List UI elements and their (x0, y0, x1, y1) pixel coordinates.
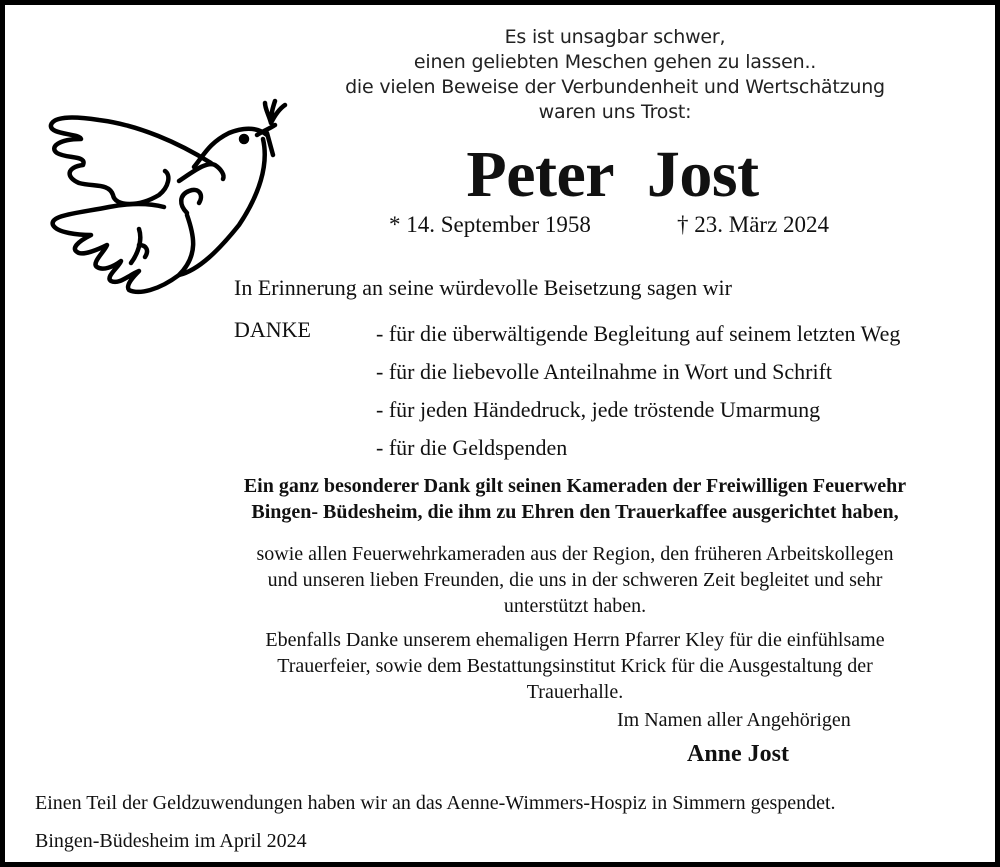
paragraph-line: Trauerhalle. (526, 681, 624, 703)
danke-item: - für die Geldspenden (376, 435, 568, 460)
danke-label: DANKE (234, 317, 311, 342)
intro-line: Es ist unsagbar schwer, (504, 26, 726, 48)
dove-with-olive-branch-icon (39, 95, 289, 300)
intro-verse (285, 25, 945, 125)
lead-text: In Erinnerung an seine würdevolle Beisetzung sagen wir (234, 275, 732, 300)
donation-note: Einen Teil der Geldzuwendungen haben wir an das Aenne-Wimmers-Hospiz in Simmern gespendet. (35, 792, 836, 814)
special-thanks-line: Bingen- Büdesheim, die ihm zu Ehren den Trauerkaffee ausgerichtet haben, (251, 501, 899, 523)
closing-line: Im Namen aller Angehörigen (617, 709, 851, 731)
paragraph-line: Trauerfeier, sowie dem Bestattungsinstitut Krick für die Ausgestaltung der (277, 655, 873, 677)
danke-item: - für die liebevolle Anteilnahme in Wort und Schrift (376, 359, 833, 384)
intro-line: die vielen Beweise der Verbundenheit und Wertschätzung (345, 76, 885, 98)
special-thanks-bold (185, 473, 965, 525)
signer-name: Anne Jost (687, 741, 790, 767)
paragraph-line: sowie allen Feuerwehrkameraden aus der Region, den früheren Arbeitskollegen (256, 543, 894, 565)
birth-date: * 14. September 1958 (389, 212, 591, 237)
further-thanks-paragraph (185, 627, 965, 705)
death-date: † 23. März 2024 (677, 212, 830, 237)
paragraph-line: und unseren lieben Freunden, die uns in der schweren Zeit begleitet und sehr (267, 569, 883, 591)
danke-item: - für die überwältigende Begleitung auf seinem letzten Weg (376, 321, 901, 346)
intro-line: einen geliebten Meschen gehen zu lassen.. (413, 51, 817, 73)
intro-line: waren uns Trost: (538, 101, 692, 123)
deceased-name: Peter Jost (466, 138, 759, 211)
paragraph-line: unterstützt haben. (503, 595, 647, 617)
special-thanks-paragraph (185, 541, 965, 619)
paragraph-line: Ebenfalls Danke unserem ehemaligen Herrn Pfarrer Kley für die einfühlsame (265, 629, 885, 651)
danke-item: - für jeden Händedruck, jede tröstende Umarmung (376, 397, 821, 422)
special-thanks-line: Ein ganz besonderer Dank gilt seinen Kameraden der Freiwilligen Feuerwehr (243, 475, 907, 497)
danke-list (376, 315, 900, 467)
place-date: Bingen-Büdesheim im April 2024 (35, 830, 307, 852)
